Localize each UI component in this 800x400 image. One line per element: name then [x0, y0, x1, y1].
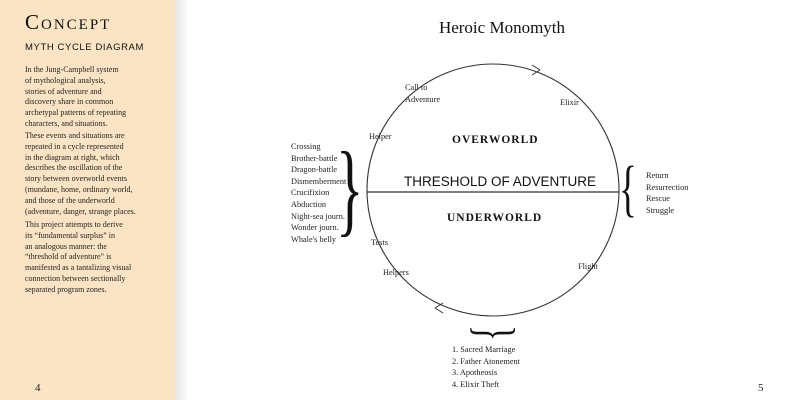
text-line: These events and situations are: [25, 131, 125, 140]
bottom-stage-list: [452, 344, 520, 390]
threshold-label: THRESHOLD OF ADVENTURE: [404, 174, 597, 189]
arrow-top: [532, 65, 540, 75]
list-item: Return: [646, 171, 669, 180]
right-stage-list: [646, 170, 688, 216]
list-item: Crossing: [291, 142, 321, 151]
text-line: of mythological analysis,: [25, 75, 106, 85]
text-line: repeated in a cycle represented: [25, 141, 124, 151]
text-line: in the diagram at right, which: [25, 152, 120, 162]
helper-label: Helper: [369, 132, 392, 141]
text-line: characters, and situations.: [25, 118, 108, 128]
text-line: This project attempts to derive: [25, 220, 123, 229]
list-item: 1. Sacred Marriage: [452, 345, 516, 354]
flight-label: Flight: [578, 262, 598, 271]
list-item: Night-sea journ.: [291, 211, 345, 221]
helpers-label: Helpers: [383, 268, 409, 277]
text-line: archetypal patterns of repeating: [25, 108, 127, 118]
page-number-left: 4: [35, 382, 41, 394]
page-subtitle: MYTH CYCLE DIAGRAM: [25, 42, 145, 53]
diagram-title: Heroic Monomyth: [438, 18, 566, 37]
list-item: Abduction: [291, 199, 327, 209]
list-item: Wonder journ.: [291, 223, 339, 233]
text-line: connection between sectionally: [25, 273, 126, 283]
list-item: Whale's belly: [291, 234, 337, 244]
list-item: Rescue: [646, 194, 670, 204]
bottom-brace: {: [460, 325, 520, 341]
list-item: Crucifixion: [291, 188, 330, 198]
text-line: “threshold of adventure” is: [25, 252, 112, 262]
list-item: 3. Apotheosis: [452, 368, 498, 378]
label-line: Adventure: [405, 94, 441, 104]
text-line: and those of the underworld: [25, 195, 115, 205]
list-item: Brother-battle: [291, 153, 338, 163]
label-line: Call to: [405, 83, 428, 92]
arrow-bottom: [435, 303, 443, 313]
list-item: Dragon-battle: [291, 165, 338, 175]
list-item: Resurrection: [646, 182, 689, 192]
text-line: stories of adventure and: [25, 86, 102, 96]
overworld-label: OVERWORLD: [452, 134, 539, 146]
right-brace: {: [619, 155, 637, 223]
text-line: an analogous manner: the: [25, 241, 107, 251]
underworld-label: UNDERWORLD: [447, 212, 543, 224]
text-line: separated program zones.: [25, 284, 107, 294]
text-line: manifested as a tantalizing visual: [25, 263, 132, 273]
text-line: story between overworld events: [25, 174, 127, 184]
text-line: (mundane, home, ordinary world,: [25, 184, 133, 194]
text-line: In the Jung-Campbell system: [25, 65, 119, 74]
call-to-adventure-label: [405, 82, 440, 105]
text-line: discovery share in common: [25, 97, 114, 107]
list-item: Dismemberment: [291, 176, 347, 186]
list-item: 2. Father Atonement: [452, 356, 520, 366]
tests-label: Tests: [371, 238, 388, 247]
page-title: Concept: [25, 10, 112, 34]
left-brace: }: [336, 131, 364, 246]
elixir-label: Elixir: [560, 98, 579, 107]
list-item: 4. Elixir Theft: [452, 379, 500, 389]
text-line: its “fundamental surplus” in: [25, 230, 115, 240]
page-number-right: 5: [758, 382, 764, 394]
list-item: Struggle: [646, 205, 675, 215]
text-line: (adventure, danger, strange places.: [25, 206, 136, 216]
text-line: describes the oscillation of the: [25, 163, 123, 173]
